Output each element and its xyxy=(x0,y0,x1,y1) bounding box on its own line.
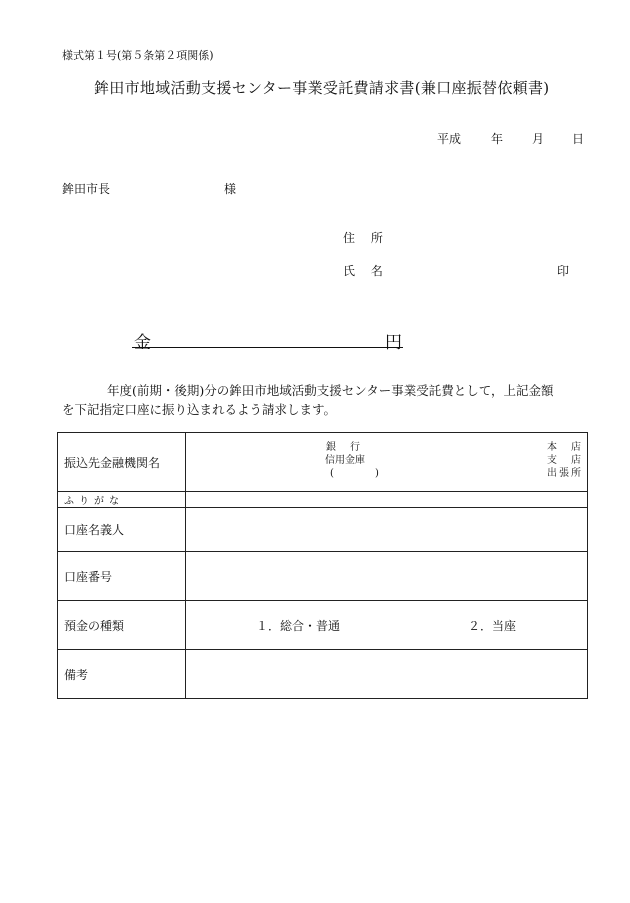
bank-row xyxy=(58,433,588,492)
honorific: 様 xyxy=(224,182,237,196)
amount-underline xyxy=(132,347,403,348)
remarks-label: 備考 xyxy=(58,650,186,699)
seal-mark: 印 xyxy=(557,264,570,278)
bank-type-shinkin: 信用金庫 xyxy=(325,455,365,466)
date-era: 平成 xyxy=(437,132,462,146)
statement-line-2: を下記指定口座に振り込まれるよう請求します。 xyxy=(62,402,337,417)
deposit-type-label: 預金の種類 xyxy=(58,601,186,650)
branch-type-branch: 支店 xyxy=(547,455,595,466)
branch-type-office: 出張所 xyxy=(547,468,583,479)
bank-name-field[interactable] xyxy=(186,433,595,492)
date-month: 月 xyxy=(532,132,545,146)
deposit-type-row xyxy=(58,601,588,650)
deposit-type-option-current[interactable]: ２．当座 xyxy=(468,619,517,633)
name-label: 氏 名 xyxy=(343,264,389,278)
bank-type-paren-open: ( xyxy=(330,468,334,479)
bank-type-paren-close: ) xyxy=(375,468,379,479)
holder-field[interactable] xyxy=(186,508,588,552)
request-statement xyxy=(62,381,590,419)
amount-suffix: 円 xyxy=(385,333,402,353)
date-day: 日 xyxy=(572,132,585,146)
account-number-row xyxy=(58,552,588,601)
bank-label: 振込先金融機関名 xyxy=(58,433,186,492)
holder-label: 口座名義人 xyxy=(58,508,186,552)
amount-prefix: 金 xyxy=(134,333,151,353)
document-title: 鉾田市地域活動支援センター事業受託費請求書(兼口座振替依頼書) xyxy=(94,79,550,97)
addressee: 鉾田市長 xyxy=(62,182,111,196)
date-year: 年 xyxy=(491,132,504,146)
deposit-type-field xyxy=(186,601,588,650)
remarks-row xyxy=(58,650,588,699)
statement-line-1: 年度(前期・後期)分の鉾田市地域活動支援センター事業受託費として，上記金額 xyxy=(107,383,554,398)
holder-row xyxy=(58,508,588,552)
remarks-field[interactable] xyxy=(186,650,588,699)
furigana-row xyxy=(58,492,588,508)
address-label: 住 所 xyxy=(343,231,389,245)
furigana-field[interactable] xyxy=(186,492,588,508)
bank-type-bank: 銀行 xyxy=(326,442,374,453)
account-number-label: 口座番号 xyxy=(58,552,186,601)
branch-type-head: 本店 xyxy=(547,442,595,453)
form-number: 様式第１号(第５条第２項関係) xyxy=(62,49,214,62)
account-number-field[interactable] xyxy=(186,552,588,601)
deposit-type-option-general[interactable]: １．総合・普通 xyxy=(256,619,341,633)
account-table xyxy=(57,432,595,699)
furigana-label: ふりがな xyxy=(58,492,186,508)
